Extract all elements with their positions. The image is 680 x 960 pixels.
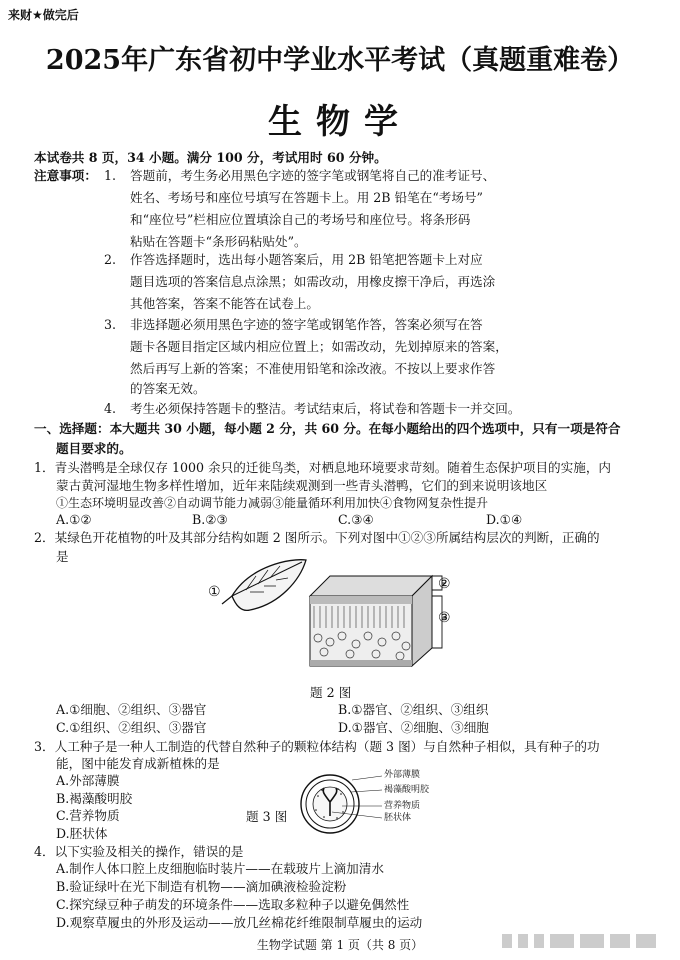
option-a[interactable]: A.①细胞、②组织、③器官: [56, 702, 207, 717]
note-line: 其他答案，答案不能答在试卷上。: [130, 296, 319, 311]
exam-title: 2025年广东省初中学业水平考试（真题重难卷）: [45, 45, 635, 76]
option-d[interactable]: D.观察草履虫的外形及运动——放几丝棉花纤维限制草履虫的运动: [56, 915, 423, 930]
watermark-logo-icon: [500, 932, 660, 950]
figure-label-2: ②: [438, 576, 451, 592]
subject-title: 生物学: [268, 102, 412, 142]
question-stem: 蒙古黄河湿地生物多样性增加，近年来陆续观测到一些青头潜鸭，它们的到来说明该地区: [56, 478, 548, 493]
notes-label: 注意事项：: [34, 168, 97, 183]
note-line: 题目选项的答案信息点涂黑；如需改动，用橡皮擦干净后，再选涂: [130, 274, 496, 289]
figure-label-1: ①: [208, 584, 221, 600]
corner-tag: 来财★做完后: [8, 8, 79, 22]
option-b[interactable]: B.①器官、②组织、③组织: [338, 702, 489, 717]
section-heading-cont: 题目要求的。: [56, 441, 132, 456]
note-line: 作答选择题时，选出每小题答案后，用 2B 铅笔把答题卡上对应: [130, 252, 483, 267]
note-line: 和“座位号”栏相应位置填涂自己的考场号和座位号。将条形码: [130, 212, 471, 227]
question-stem: 3．人工种子是一种人工制造的代替自然种子的颗粒体结构（题 3 图）与自然种子相似，具有种子的功: [34, 739, 600, 754]
option-d[interactable]: D.胚状体: [56, 826, 108, 841]
option-c[interactable]: C.③④: [338, 512, 374, 527]
option-b[interactable]: B.②③: [192, 512, 228, 527]
note-number: 4.: [104, 401, 117, 416]
option-a[interactable]: A.外部薄膜: [56, 773, 120, 788]
option-b[interactable]: B.褐藻酸明胶: [56, 791, 133, 806]
option-b[interactable]: B.验证绿叶在光下制造有机物——滴加碘液检验淀粉: [56, 879, 347, 894]
intro-summary: 本试卷共 8 页，34 小题。满分 100 分，考试用时 60 分钟。: [34, 150, 387, 165]
section-heading: 一、选择题：本大题共 30 小题，每小题 2 分，共 60 分。在每小题给出的四个选项中，只有一项是符合: [34, 421, 621, 436]
question-stem: 4．以下实验及相关的操作，错误的是: [34, 844, 244, 859]
question-stem: 2．某绿色开花植物的叶及其部分结构如题 2 图所示。下列对图中①②③所属结构层次的判断，正确的: [34, 530, 600, 545]
cross-section-block: [310, 576, 432, 666]
figure-label-gel: 褐藻酸明胶: [384, 785, 430, 795]
figure-label-nutrients: 营养物质: [384, 801, 421, 811]
figure-label-embryoid: 胚状体: [384, 813, 412, 823]
note-line: 考生必须保持答题卡的整洁。考试结束后，将试卷和答题卡一并交回。: [130, 401, 521, 416]
option-d[interactable]: D.①器官、②细胞、③细胞: [338, 720, 489, 735]
note-line: 然后再写上新的答案；不准使用铅笔和涂改液。不按以上要求作答: [130, 361, 496, 376]
figure-label-3: ③: [438, 610, 451, 626]
note-line: 姓名、考场号和座位号填写在答题卡上。用 2B 铅笔在“考场号”: [130, 190, 483, 205]
question-stem: 1．青头潜鸭是全球仅存 1000 余只的迁徙鸟类，对栖息地环境要求苛刻。随着生态保护项目的实施，内: [34, 460, 612, 475]
option-c[interactable]: C.①组织、②组织、③器官: [56, 720, 207, 735]
artificial-seed-figure: [296, 772, 386, 836]
figure-label-membrane: 外部薄膜: [384, 770, 421, 780]
note-number: 3.: [104, 317, 117, 332]
option-a[interactable]: A.①②: [56, 512, 92, 527]
option-a[interactable]: A.制作人体口腔上皮细胞临时装片——在载玻片上滴加清水: [56, 861, 384, 876]
leaf-icon: [222, 560, 306, 611]
question-stem: 是: [56, 549, 69, 564]
figure-caption: 题 2 图: [310, 685, 352, 700]
note-line: 非选择题必须用黑色字迹的签字笔或钢笔作答，答案必须写在答: [130, 317, 483, 332]
option-d[interactable]: D.①④: [486, 512, 523, 527]
note-line: 答题前，考生务必用黑色字迹的签字笔或钢笔将自己的准考证号、: [130, 168, 496, 183]
option-c[interactable]: C.探究绿豆种子萌发的环境条件——选取多粒种子以避免偶然性: [56, 897, 410, 912]
note-number: 2.: [104, 252, 117, 267]
figure-caption: 题 3 图: [246, 809, 288, 824]
question-stem: 能，图中能发育成新植株的是: [56, 756, 220, 771]
leaf-structure-figure: [210, 556, 470, 680]
question-statements: ①生态环境明显改善②自动调节能力减弱③能量循环利用加快④食物网复杂性提升: [56, 496, 489, 510]
note-number: 1.: [104, 168, 117, 183]
note-line: 题卡各题目指定区域内相应位置上；如需改动，先划掉原来的答案，: [130, 339, 508, 354]
option-c[interactable]: C.营养物质: [56, 808, 120, 823]
note-line: 的答案无效。: [130, 381, 206, 396]
page-footer: 生物学试题 第 1 页（共 8 页）: [256, 938, 424, 952]
note-line: 粘贴在答题卡“条形码粘贴处”。: [130, 234, 307, 249]
